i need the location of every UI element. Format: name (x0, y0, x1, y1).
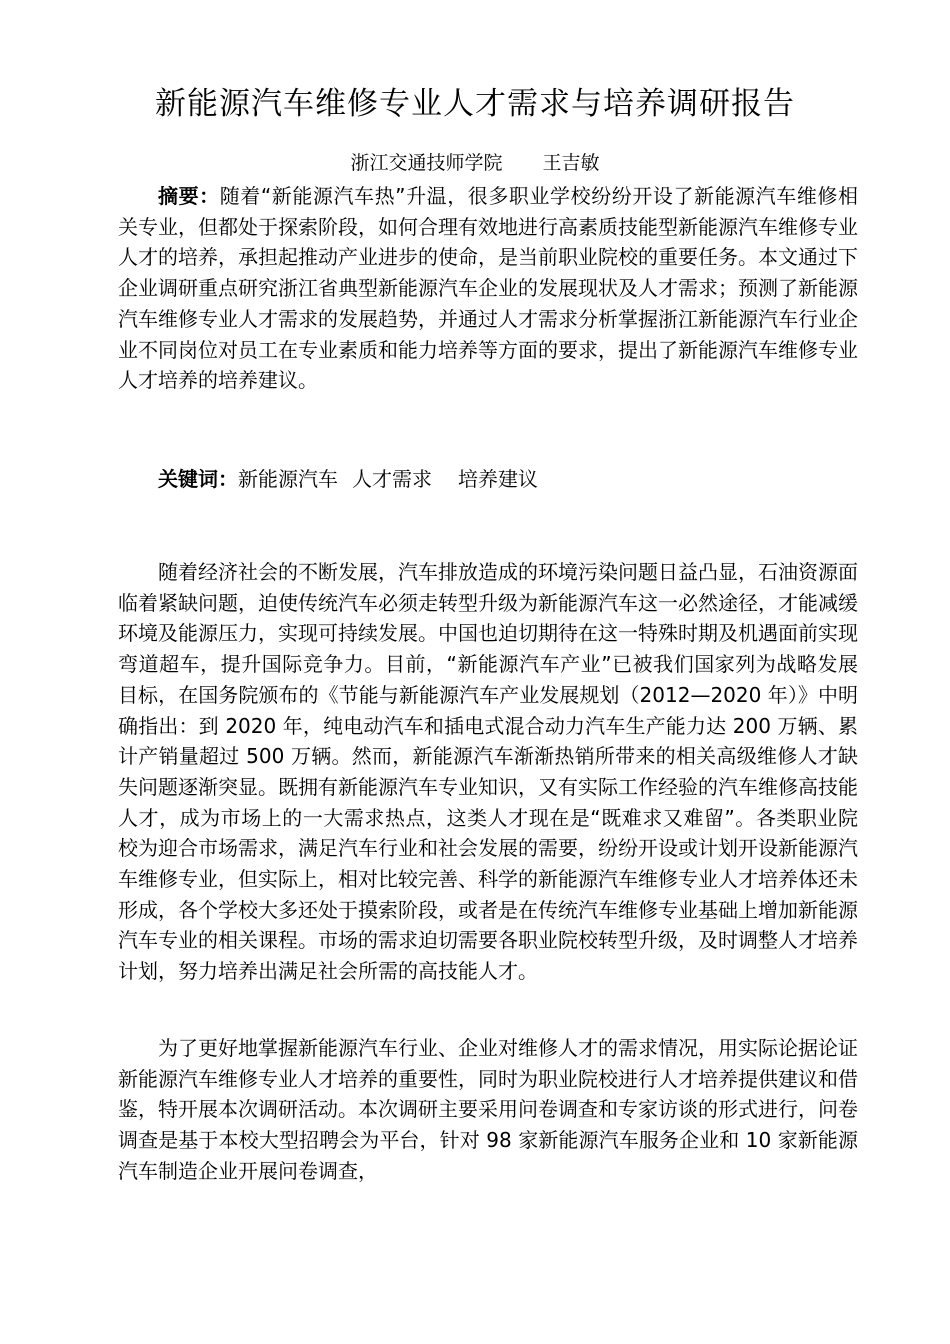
keyword: 培养建议 (458, 467, 538, 491)
body-paragraph-1: 随着经济社会的不断发展，汽车排放造成的环境污染问题日益凸显，石油资源面临着紧缺问题，迫使传统汽车必须走转型升级为新能源汽车这一必然途径，才能减缓环境及能源压力，实现可持续发展。中国也迫切期待在这一特殊时期及机遇面前实现弯道超车，提升国际竞争力。目前，“新能源汽车产业”已被我们国家列为战略发展目标，在国务院颁布的《节能与新能源汽车产业发展规划（2012—2020 年）》中明确指出：到 2020 年，纯电动汽车和插电式混合动力汽车生产能力达 200 万辆、累计产销量超过 500 万辆。然而，新能源汽车渐渐热销所带来的相关高级维修人才缺失问题逐渐突显。既拥有新能源汽车专业知识，又有实际工作经验的汽车维修高技能人才，成为市场上的一大需求热点，这类人才现在是“既难求又难留”。各类职业院校为迎合市场需求，满足汽车行业和社会发展的需要，纷纷开设或计划开设新能源汽车维修专业，但实际上，相对比较完善、科学的新能源汽车维修专业人才培养体还未形成，各个学校大多还处于摸索阶段，或者是在传统汽车维修专业基础上增加新能源汽车专业的相关课程。市场的需求迫切需要各职业院校转型升级，及时调整人才培养计划，努力培养出满足社会所需的高技能人才。 (118, 560, 858, 984)
keywords-label: 关键词： (158, 467, 238, 491)
author-name: 王吉敏 (542, 152, 600, 174)
body-paragraph-2: 为了更好地掌握新能源汽车行业、企业对维修人才的需求情况，用实际论据论证新能源汽车维修专业人才培养的重要性，同时为职业院校进行人才培养提供建议和借鉴，特开展本次调研活动。本次调研主要采用问卷调查和专家访谈的形式进行，问卷调查是基于本校大型招聘会为平台，针对 98 家新能源汽车服务企业和 10 家新能源汽车制造企业开展问卷调查， (118, 1036, 858, 1183)
abstract-label: 摘要： (158, 184, 220, 208)
keyword: 新能源汽车 (238, 467, 338, 491)
keyword: 人才需求 (352, 467, 432, 491)
document-title: 新能源汽车维修专业人才需求与培养调研报告 (155, 86, 795, 122)
author-affiliation: 浙江交通技师学院 (350, 152, 503, 174)
abstract-paragraph (118, 181, 858, 396)
abstract-text: 随着“新能源汽车热”升温，很多职业学校纷纷开设了新能源汽车维修相关专业，但都处于探索阶段，如何合理有效地进行高素质技能型新能源汽车维修专业人才的培养，承担起推动产业进步的使命，是当前职业院校的重要任务。本文通过下企业调研重点研究浙江省典型新能源汽车企业的发展现状及人才需求；预测了新能源汽车维修专业人才需求的发展趋势，并通过人才需求分析掌握浙江新能源汽车行业企业不同岗位对员工在专业素质和能力培养等方面的要求，提出了新能源汽车维修专业人才培养的培养建议。 (118, 184, 858, 393)
keywords-line (118, 464, 858, 495)
author-line (0, 148, 950, 178)
